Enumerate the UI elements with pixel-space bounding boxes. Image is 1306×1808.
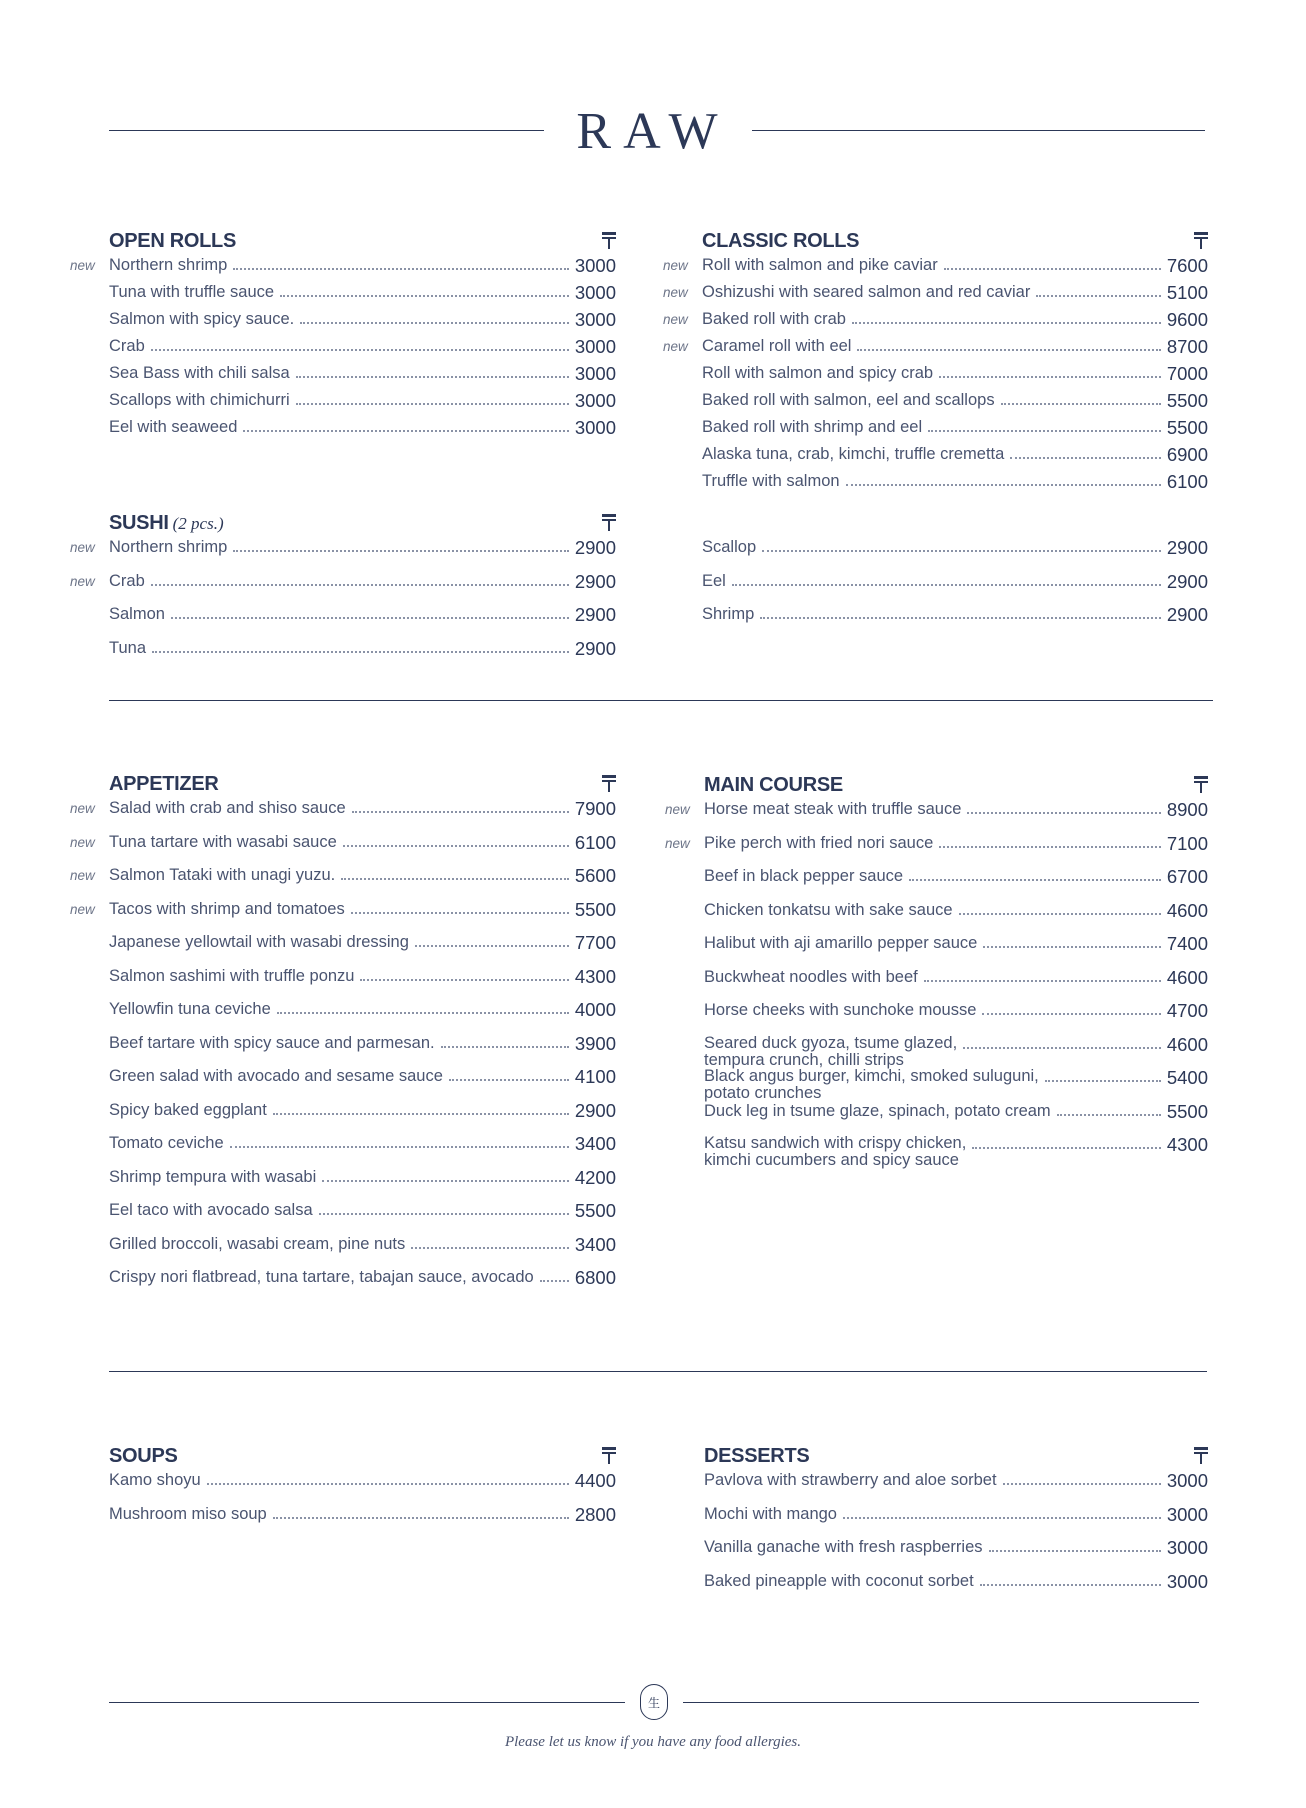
- dot-leader: [959, 901, 1161, 915]
- dot-leader: [360, 967, 568, 981]
- menu-item: [702, 445, 1208, 472]
- dot-leader: [441, 1034, 569, 1048]
- menu-item: [109, 1034, 616, 1068]
- dot-leader: [296, 391, 569, 405]
- dot-leader: [352, 799, 569, 813]
- menu-item-name: Japanese yellowtail with wasabi dressing: [109, 933, 409, 951]
- section-header: [704, 1445, 1208, 1471]
- menu-item-price: 7000: [1166, 363, 1208, 384]
- tenge-icon: [602, 773, 616, 793]
- dot-leader: [963, 1035, 1161, 1049]
- dot-leader: [243, 418, 568, 432]
- menu-item-name: Yellowfin tuna ceviche: [109, 1000, 271, 1018]
- new-badge: new: [70, 573, 95, 589]
- dot-leader: [540, 1268, 569, 1282]
- menu-item-name-line2: potato crunches: [704, 1084, 822, 1102]
- menu-item: [702, 418, 1208, 445]
- menu-item-name-line1: Black angus burger, kimchi, smoked suluguni,: [704, 1067, 1039, 1085]
- menu-item-name: Halibut with aji amarillo pepper sauce: [704, 934, 978, 952]
- dot-leader: [171, 605, 569, 619]
- section-open-rolls: [70, 230, 616, 445]
- dot-leader: [207, 1471, 569, 1485]
- menu-item-name: Salmon with spicy sauce.: [109, 310, 295, 328]
- menu-item-name: Beef in black pepper sauce: [704, 867, 904, 885]
- menu-item: [702, 364, 1208, 391]
- menu-item-name: Duck leg in tsume glaze, spinach, potato cream: [704, 1101, 1051, 1120]
- menu-item-price: 3000: [574, 336, 616, 357]
- menu-item-name: Northern shrimp: [109, 256, 228, 274]
- dot-leader: [846, 472, 1161, 486]
- menu-item-name: Horse meat steak with truffle sauce: [704, 800, 962, 818]
- menu-item-name-line2: tempura crunch, chilli strips: [704, 1050, 904, 1069]
- menu-item-price: 3000: [574, 309, 616, 330]
- dot-leader: [449, 1067, 569, 1081]
- menu-item-name: Shrimp: [702, 605, 755, 623]
- menu-item-price: 3000: [574, 282, 616, 303]
- menu-item-price: 9600: [1166, 309, 1208, 330]
- new-badge: new: [663, 312, 688, 327]
- menu-item-name: Crab: [109, 571, 145, 590]
- menu-item-name: Baked roll with crab: [702, 310, 846, 328]
- dot-leader: [732, 572, 1161, 586]
- new-badge: new: [70, 834, 95, 850]
- dot-leader: [762, 538, 1161, 552]
- section-sushi: [70, 512, 616, 672]
- dot-leader: [760, 605, 1161, 619]
- menu-item-price: 3400: [574, 1233, 616, 1255]
- new-badge: new: [665, 802, 690, 817]
- menu-item-price: 5500: [574, 1200, 616, 1221]
- dot-leader: [939, 834, 1161, 848]
- menu-item: [704, 934, 1208, 968]
- menu-item: [70, 537, 616, 572]
- menu-item-name: Tuna with truffle sauce: [109, 283, 275, 301]
- menu-item: [109, 967, 616, 1001]
- dot-leader: [296, 364, 569, 378]
- menu-item: [704, 1505, 1208, 1539]
- menu-item-name: Roll with salmon and pike caviar: [702, 256, 938, 274]
- menu-item: [704, 1102, 1208, 1136]
- menu-item-price: 5500: [1166, 417, 1208, 438]
- menu-item: [70, 898, 616, 934]
- menu-item-name: Scallop: [702, 538, 757, 556]
- menu-item-name: Beef tartare with spicy sauce and parmesan.: [109, 1033, 435, 1052]
- section-soups: [109, 1445, 616, 1538]
- menu-item-name: Grilled broccoli, wasabi cream, pine nuts: [109, 1234, 406, 1253]
- menu-item: [70, 570, 616, 606]
- section-divider: [109, 700, 1213, 701]
- menu-item-name: Sea Bass with chili salsa: [109, 364, 290, 382]
- dot-leader: [319, 1201, 569, 1215]
- dot-leader: [1036, 283, 1161, 297]
- menu-item-price: 3000: [574, 390, 616, 411]
- menu-item-name: Eel with seaweed: [109, 418, 238, 436]
- menu-item-price: 4000: [574, 999, 616, 1020]
- menu-item-name: Shrimp tempura with wasabi: [109, 1167, 317, 1186]
- tenge-icon: [1194, 774, 1208, 794]
- section-title: MAIN COURSE: [704, 774, 843, 796]
- menu-item-name: Tomato ceviche: [109, 1134, 224, 1152]
- section-header: [109, 230, 616, 256]
- new-badge: new: [70, 901, 95, 917]
- new-badge: new: [663, 258, 688, 273]
- seal-icon: 生: [640, 1684, 668, 1720]
- menu-item-name: Tacos with shrimp and tomatoes: [109, 899, 345, 918]
- section-title: APPETIZER: [109, 773, 219, 795]
- menu-item-name: Alaska tuna, crab, kimchi, truffle cremetta: [702, 445, 1005, 463]
- tenge-icon: [602, 512, 616, 532]
- menu-item-price: 3000: [574, 255, 616, 276]
- menu-item: [109, 1101, 616, 1135]
- menu-item: [109, 1168, 616, 1202]
- footer-rule-right: [683, 1702, 1199, 1703]
- menu-item: [704, 1572, 1208, 1606]
- menu-item-name-line1: Katsu sandwich with crispy chicken,: [704, 1134, 967, 1152]
- menu-item-name: Kamo shoyu: [109, 1471, 201, 1489]
- menu-item-price: 3000: [1166, 1537, 1208, 1558]
- section-header-spacer: [702, 512, 1208, 538]
- menu-item-name: Chicken tonkatsu with sake sauce: [704, 900, 953, 919]
- section-header: [109, 773, 616, 799]
- dot-leader: [982, 1001, 1160, 1015]
- menu-item-name: Mushroom miso soup: [109, 1504, 267, 1523]
- menu-item: [704, 1135, 1208, 1169]
- menu-item-name: [704, 1035, 957, 1069]
- section-title: OPEN ROLLS: [109, 230, 237, 252]
- menu-item: [70, 831, 616, 867]
- menu-item-price: 4600: [1166, 966, 1208, 988]
- menu-item: [109, 283, 616, 310]
- menu-item: [663, 282, 1208, 310]
- menu-item-name: Salmon Tataki with unagi yuzu.: [109, 866, 336, 884]
- section-header: [704, 774, 1208, 800]
- menu-item: [704, 1035, 1208, 1069]
- menu-item: [704, 901, 1208, 935]
- dot-leader: [273, 1505, 569, 1519]
- menu-item-price: 3000: [574, 417, 616, 438]
- dot-leader: [852, 310, 1161, 324]
- new-badge: new: [663, 339, 688, 354]
- menu-item-name: Oshizushi with seared salmon and red caviar: [702, 283, 1031, 301]
- dot-leader: [967, 800, 1160, 814]
- menu-item: [109, 391, 616, 418]
- header-rule-right: [752, 130, 1205, 131]
- dot-leader: [1045, 1068, 1161, 1082]
- dot-leader: [843, 1505, 1161, 1519]
- menu-item: [70, 255, 616, 283]
- dot-leader: [415, 933, 569, 947]
- menu-item-name-line1: Seared duck gyoza, tsume glazed,: [704, 1033, 958, 1052]
- page-header: [109, 100, 1205, 160]
- menu-item-price: 2800: [574, 1503, 616, 1525]
- dot-leader: [341, 866, 569, 880]
- menu-item-price: 4200: [574, 1166, 616, 1188]
- menu-item-price: 2900: [574, 604, 616, 625]
- menu-item-price: 2900: [574, 570, 616, 592]
- menu-item-name: Truffle with salmon: [702, 472, 840, 490]
- menu-item-name: Eel taco with avocado salsa: [109, 1201, 313, 1219]
- section-desserts: [704, 1445, 1208, 1605]
- menu-item: [109, 337, 616, 364]
- menu-item: [702, 391, 1208, 418]
- dot-leader: [300, 310, 569, 324]
- menu-item-name: Baked pineapple with coconut sorbet: [704, 1571, 974, 1590]
- menu-item-price: 4600: [1166, 1033, 1208, 1055]
- menu-item: [109, 1505, 616, 1539]
- menu-item-price: 4600: [1166, 899, 1208, 921]
- section-subtitle: (2 pcs.): [172, 514, 224, 533]
- menu-item: [704, 1001, 1208, 1035]
- menu-item-price: 5500: [574, 898, 616, 920]
- dot-leader: [411, 1235, 569, 1249]
- menu-item-price: 5500: [1166, 390, 1208, 411]
- menu-item: [702, 538, 1208, 572]
- menu-item-name: Pike perch with fried nori sauce: [704, 833, 934, 852]
- menu-item-name: Pavlova with strawberry and aloe sorbet: [704, 1471, 997, 1489]
- menu-item-price: 2900: [574, 537, 616, 558]
- dot-leader: [273, 1101, 569, 1115]
- dot-leader: [989, 1538, 1161, 1552]
- menu-item-name: Northern shrimp: [109, 538, 228, 556]
- menu-item: [70, 798, 616, 833]
- dot-leader: [983, 934, 1161, 948]
- allergy-note: Please let us know if you have any food allergies.: [504, 1734, 802, 1750]
- section-title: DESSERTS: [704, 1445, 810, 1467]
- menu-item: [663, 336, 1208, 364]
- dot-leader: [322, 1168, 569, 1182]
- menu-item-name: Caramel roll with eel: [702, 337, 852, 355]
- menu-item: [665, 832, 1208, 868]
- section-appetizer: [70, 773, 616, 1302]
- menu-item-price: 3400: [574, 1133, 616, 1154]
- menu-item: [702, 605, 1208, 639]
- tenge-icon: [1194, 1445, 1208, 1465]
- tenge-icon: [1194, 230, 1208, 250]
- new-badge: new: [70, 540, 95, 555]
- menu-item-name: Green salad with avocado and sesame sauce: [109, 1067, 443, 1085]
- menu-item-price: 5100: [1166, 282, 1208, 303]
- menu-item-price: 3000: [574, 363, 616, 384]
- menu-item-price: 7900: [574, 798, 616, 819]
- menu-item-name: Spicy baked eggplant: [109, 1100, 267, 1119]
- section-title: SUSHI: [109, 512, 169, 534]
- menu-item-name: Scallops with chimichurri: [109, 391, 290, 409]
- tenge-icon: [602, 230, 616, 250]
- menu-item-price: 7600: [1166, 255, 1208, 276]
- section-title: SOUPS: [109, 1445, 178, 1467]
- menu-item: [109, 364, 616, 391]
- dot-leader: [1003, 1471, 1161, 1485]
- menu-item-price: 3000: [1166, 1503, 1208, 1525]
- dot-leader: [972, 1135, 1161, 1149]
- dot-leader: [924, 968, 1161, 982]
- menu-item: [109, 639, 616, 673]
- menu-item-name-line2: kimchi cucumbers and spicy sauce: [704, 1151, 959, 1169]
- menu-item-price: 2900: [1166, 537, 1208, 558]
- dot-leader: [909, 867, 1161, 881]
- menu-item-name: Salmon sashimi with truffle ponzu: [109, 966, 355, 985]
- dot-leader: [1001, 391, 1161, 405]
- header-rule-left: [109, 130, 544, 131]
- menu-item-price: 2900: [574, 637, 616, 659]
- menu-item-name: Mochi with mango: [704, 1504, 837, 1523]
- menu-item: [702, 572, 1208, 606]
- menu-item-price: 7400: [1166, 933, 1208, 954]
- section-title: CLASSIC ROLLS: [702, 230, 860, 252]
- dot-leader: [233, 256, 569, 270]
- menu-item-name: Roll with salmon and spicy crab: [702, 364, 934, 382]
- menu-item: [109, 1201, 616, 1235]
- menu-item-price: 4300: [574, 965, 616, 987]
- dot-leader: [1057, 1102, 1161, 1116]
- section-header: [702, 230, 1208, 256]
- menu-item-price: 4100: [574, 1066, 616, 1087]
- new-badge: new: [665, 835, 690, 851]
- menu-item-price: 3000: [1166, 1570, 1208, 1592]
- menu-item: [704, 1538, 1208, 1572]
- new-badge: new: [70, 801, 95, 816]
- menu-item: [663, 255, 1208, 283]
- menu-item-price: 7100: [1166, 832, 1208, 854]
- new-badge: new: [70, 258, 95, 273]
- section-header: [109, 512, 616, 538]
- menu-item: [109, 933, 616, 967]
- menu-item: [109, 605, 616, 639]
- dot-leader: [151, 572, 569, 586]
- menu-item-price: 4700: [1166, 1000, 1208, 1021]
- menu-item: [665, 799, 1208, 834]
- menu-item: [704, 867, 1208, 901]
- menu-item: [109, 310, 616, 337]
- dot-leader: [152, 639, 569, 653]
- tenge-icon: [602, 1445, 616, 1465]
- menu-item-name: [704, 1135, 966, 1169]
- menu-item-name: [704, 1068, 1039, 1102]
- dot-leader: [343, 833, 569, 847]
- menu-item-price: 3000: [1166, 1470, 1208, 1491]
- new-badge: new: [70, 868, 95, 883]
- menu-item-price: 5500: [1166, 1100, 1208, 1122]
- dot-leader: [928, 418, 1161, 432]
- menu-item-price: 6800: [574, 1267, 616, 1288]
- dot-leader: [1010, 445, 1161, 459]
- dot-leader: [230, 1134, 569, 1148]
- menu-item-price: 5600: [574, 865, 616, 886]
- menu-item: [704, 968, 1208, 1002]
- menu-item: [109, 1471, 616, 1505]
- dot-leader: [277, 1000, 569, 1014]
- brand-logo: RAW: [576, 103, 730, 160]
- dot-leader: [151, 337, 569, 351]
- menu-item-name: Crispy nori flatbread, tuna tartare, tabajan sauce, avocado: [109, 1268, 534, 1286]
- menu-item-price: 2900: [1166, 570, 1208, 592]
- menu-item-price: 2900: [1166, 604, 1208, 625]
- menu-item-price: 4400: [574, 1470, 616, 1491]
- dot-leader: [857, 337, 1160, 351]
- section-header: [109, 1445, 616, 1471]
- dot-leader: [980, 1572, 1161, 1586]
- menu-item-name: Vanilla ganache with fresh raspberries: [704, 1538, 983, 1556]
- menu-item-name: Salmon: [109, 605, 165, 623]
- menu-item: [109, 1000, 616, 1034]
- menu-item-price: 3900: [574, 1032, 616, 1054]
- menu-item: [109, 1134, 616, 1168]
- dot-leader: [939, 364, 1161, 378]
- dot-leader: [351, 900, 569, 914]
- menu-item-name: Tuna tartare with wasabi sauce: [109, 832, 337, 851]
- menu-item-price: 6100: [574, 831, 616, 853]
- section-divider: [109, 1371, 1207, 1372]
- menu-item: [109, 1235, 616, 1269]
- section-sushi-continued: [702, 512, 1208, 639]
- menu-item: [70, 865, 616, 900]
- menu-item-name: Buckwheat noodles with beef: [704, 967, 918, 986]
- dot-leader: [233, 538, 569, 552]
- dot-leader: [280, 283, 569, 297]
- menu-item: [109, 418, 616, 445]
- menu-item-price: 2900: [574, 1099, 616, 1121]
- menu-item: [704, 1068, 1208, 1102]
- menu-item-price: 6700: [1166, 866, 1208, 887]
- menu-item: [704, 1471, 1208, 1505]
- menu-item: [109, 1067, 616, 1101]
- menu-item: [109, 1268, 616, 1302]
- menu-item-price: 8900: [1166, 799, 1208, 820]
- menu-item-price: 8700: [1166, 336, 1208, 357]
- menu-item-name: Horse cheeks with sunchoke mousse: [704, 1001, 977, 1019]
- menu-item-name: Baked roll with shrimp and eel: [702, 418, 923, 436]
- menu-item: [702, 472, 1208, 499]
- section-classic-rolls: [663, 230, 1208, 499]
- menu-item-name: Salad with crab and shiso sauce: [109, 799, 346, 817]
- footer-rule-left: [109, 1702, 625, 1703]
- new-badge: new: [663, 285, 688, 300]
- menu-item-price: 7700: [574, 932, 616, 953]
- menu-item-price: 6100: [1166, 471, 1208, 492]
- menu-item-name: Eel: [702, 571, 726, 590]
- menu-item-name: Tuna: [109, 638, 146, 657]
- menu-item: [663, 309, 1208, 337]
- menu-item-name: Baked roll with salmon, eel and scallops: [702, 391, 995, 409]
- menu-item-price: 4300: [1166, 1134, 1208, 1155]
- menu-item-price: 6900: [1166, 444, 1208, 465]
- dot-leader: [944, 256, 1161, 270]
- menu-item-name: Crab: [109, 337, 145, 355]
- section-main-course: [665, 774, 1208, 1169]
- menu-item-price: 5400: [1166, 1067, 1208, 1088]
